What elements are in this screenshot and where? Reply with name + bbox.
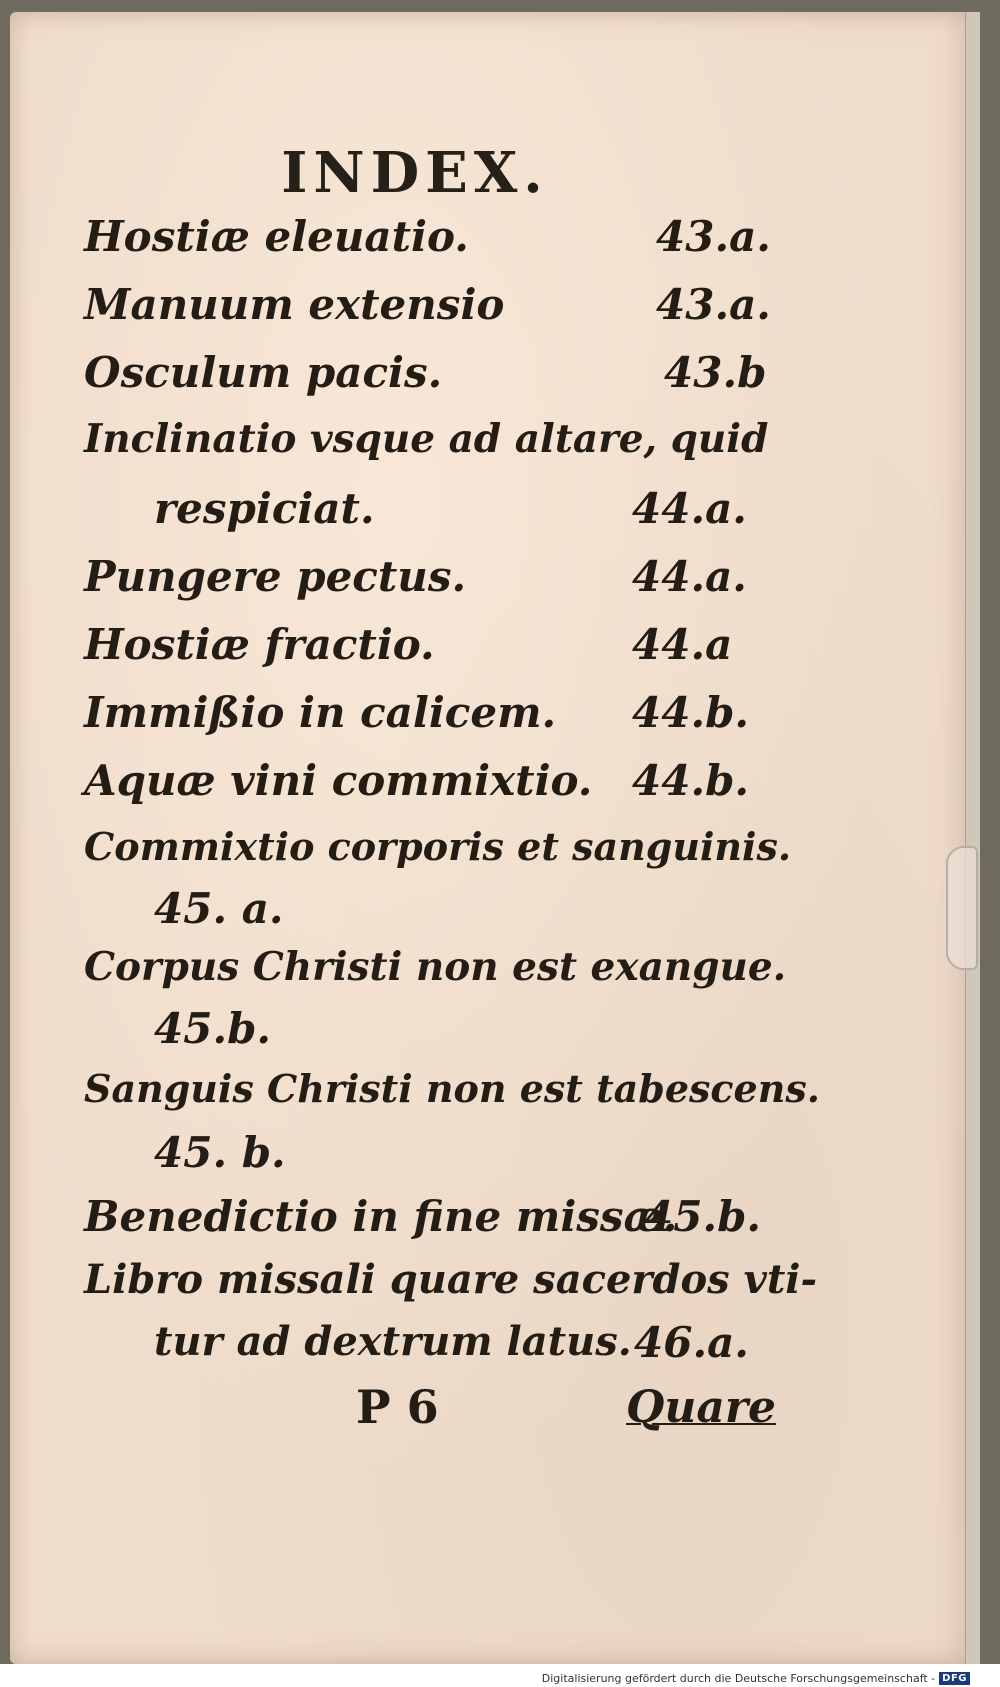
clasp-tab (946, 846, 978, 970)
index-entry (84, 416, 774, 470)
index-entry (84, 552, 774, 606)
index-entry (84, 944, 787, 998)
entry-page: 43.a. (656, 280, 771, 329)
entry-text: Commixtio corporis et sanguinis. (84, 824, 792, 869)
entry-text: Libro missali quare sacerdos vti- (84, 1256, 818, 1303)
index-entry (154, 484, 774, 538)
index-entry (154, 884, 774, 938)
index-entry (84, 688, 774, 742)
entry-text: Corpus Christi non est exangue. (84, 944, 787, 990)
index-entry (84, 1192, 774, 1246)
entry-page: 43.a. (656, 212, 771, 261)
dfg-logo-icon: DFG (939, 1672, 970, 1685)
entry-text: 45. a. (154, 884, 284, 933)
entry-text: Benedictio in fine missæ. (84, 1192, 678, 1241)
entry-text: Immißio in calicem. (84, 688, 557, 737)
entry-text: 45.b. (154, 1004, 272, 1053)
entry-text: Osculum pacis. (84, 348, 443, 397)
index-entry (154, 1318, 774, 1372)
index-entry (84, 620, 774, 674)
entry-page: 45.b. (644, 1192, 762, 1241)
entry-page: 46.a. (634, 1318, 749, 1367)
index-entry (84, 824, 792, 878)
entry-text: tur ad dextrum latus. (154, 1318, 632, 1365)
entry-text: 45. b. (154, 1128, 286, 1177)
entry-text: Aquæ vini commixtio. (84, 756, 593, 805)
entry-text: Pungere pectus. (84, 552, 467, 601)
entry-page: 44.b. (632, 756, 750, 805)
entry-page: 44.a. (632, 552, 747, 601)
signature-mark: P 6 (356, 1380, 439, 1434)
entry-page: 44.a. (632, 484, 747, 533)
entry-text: Manuum extensio (84, 280, 505, 329)
page-edge (965, 12, 980, 1664)
index-entry (84, 212, 774, 266)
page-title: INDEX. (281, 140, 549, 206)
index-entry (154, 1004, 774, 1058)
entry-text: Inclinatio vsque ad altare, quid (84, 416, 769, 462)
index-entry (84, 1066, 820, 1120)
index-entry (154, 1128, 774, 1182)
entry-page: 44.b. (632, 688, 750, 737)
digitization-credit (542, 1672, 970, 1685)
credit-text: Digitalisierung gefördert durch die Deutsche Forschungsgemeinschaft - (541, 1672, 936, 1685)
catchword: Quare (626, 1382, 777, 1433)
entry-text: Sanguis Christi non est tabescens. (84, 1066, 820, 1111)
entry-page: 43.b (664, 348, 767, 397)
index-entry (84, 756, 774, 810)
entry-text: Hostiæ eleuatio. (84, 212, 469, 261)
index-entry (84, 348, 774, 402)
entry-page: 44.a (632, 620, 733, 669)
entry-text: respiciat. (154, 484, 375, 533)
index-entry (84, 280, 774, 334)
index-entry (84, 1256, 818, 1310)
entry-text: Hostiæ fractio. (84, 620, 435, 669)
